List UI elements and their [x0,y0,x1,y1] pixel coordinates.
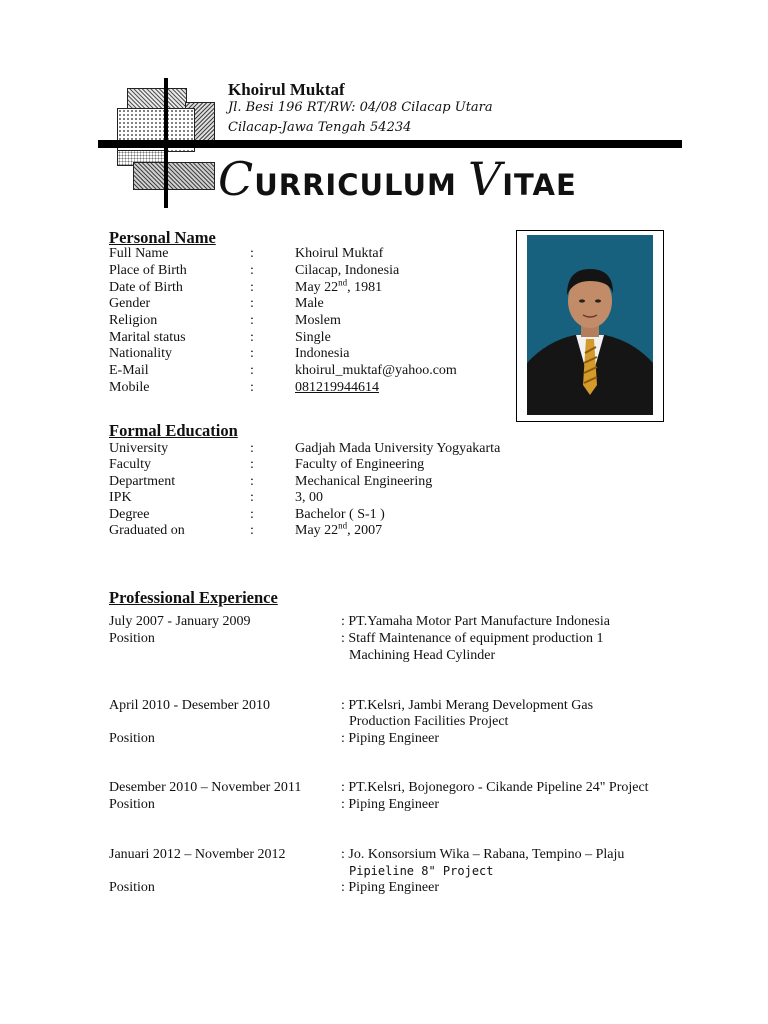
field-label: Religion [109,313,158,328]
field-value: Faculty of Engineering [295,457,425,472]
field-label: University [109,441,169,456]
field-label: Department [109,474,176,489]
colon: : [250,246,254,261]
field-value: Cilacap, Indonesia [295,263,400,278]
title-initial-c: C [218,152,255,206]
section-heading-education: Formal Education [109,421,238,440]
field-label: Mobile [109,380,150,395]
field-value: May 22nd, 2007 [295,520,383,538]
colon: : [250,380,254,395]
colon: : [250,523,254,538]
title-word-2: ITAE [502,168,577,202]
field-label: Full Name [109,246,169,261]
header-rule [98,140,682,148]
field-label: Marital status [109,330,186,345]
field-value: Single [295,330,331,345]
field-value: 3, 00 [295,490,323,505]
experience-period: April 2010 - Desember 2010 [109,698,270,713]
colon: : [250,313,254,328]
colon: : [250,296,254,311]
field-value: Khoirul Muktaf [295,246,384,261]
position-label: Position [109,880,155,895]
field-value: Mechanical Engineering [295,474,433,489]
portrait-illustration [527,235,653,415]
section-heading-experience: Professional Experience [109,588,278,607]
address-line-1: Jl. Besi 196 RT/RW: 04/08 Cilacap Utara [228,100,493,115]
colon: : [250,346,254,361]
experience-period: Januari 2012 – November 2012 [109,847,286,862]
experience-position: : Piping Engineer [341,797,439,812]
field-value: Bachelor ( S-1 ) [295,507,385,522]
colon: : [250,330,254,345]
field-label: Gender [109,296,151,311]
experience-company: : PT.Kelsri, Jambi Merang Development Gas [341,698,594,713]
colon: : [250,457,254,472]
field-value: Indonesia [295,346,350,361]
experience-period: Desember 2010 – November 2011 [109,780,302,795]
experience-company-cont: Production Facilities Project [349,714,509,729]
colon: : [250,363,254,378]
colon: : [250,441,254,456]
field-label: E-Mail [109,363,149,378]
title-word-1: URRICULUM [254,168,457,202]
position-label: Position [109,731,155,746]
address-line-2: Cilacap-Jawa Tengah 54234 [228,120,412,135]
document-title [218,152,577,206]
logo-square [133,162,215,190]
field-label: Degree [109,507,150,522]
colon: : [250,474,254,489]
experience-company-cont: Pipieline 8" Project [349,864,494,878]
position-label: Position [109,631,155,646]
colon: : [250,507,254,522]
field-value: Gadjah Mada University Yogyakarta [295,441,501,456]
profile-photo-frame [516,230,664,422]
experience-position: : Piping Engineer [341,731,439,746]
field-label: Graduated on [109,523,185,538]
field-label: IPK [109,490,132,505]
profile-photo [527,235,653,415]
field-value: May 22nd, 1981 [295,277,383,295]
section-heading-personal: Personal Name [109,228,216,247]
experience-company: : PT.Yamaha Motor Part Manufacture Indonesia [341,614,610,629]
experience-period: July 2007 - January 2009 [109,614,251,629]
field-value: Moslem [295,313,341,328]
mobile-link[interactable]: 081219944614 [295,380,379,395]
field-label: Date of Birth [109,280,183,295]
experience-position: : Piping Engineer [341,880,439,895]
field-value: Male [295,296,324,311]
email-value[interactable]: khoirul_muktaf@yahoo.com [295,363,457,378]
experience-position-cont: Machining Head Cylinder [349,648,496,663]
title-initial-v: V [468,152,503,206]
field-label: Nationality [109,346,172,361]
position-label: Position [109,797,155,812]
experience-position: : Staff Maintenance of equipment production 1 [341,631,604,646]
colon: : [250,490,254,505]
colon: : [250,280,254,295]
header-name: Khoirul Muktaf [228,80,345,99]
logo-square [127,88,187,110]
field-label: Place of Birth [109,263,187,278]
colon: : [250,263,254,278]
experience-company: : PT.Kelsri, Bojonegoro - Cikande Pipeline 24" Project [341,780,649,795]
experience-company: : Jo. Konsorsium Wika – Rabana, Tempino – Plaju [341,847,625,862]
field-label: Faculty [109,457,151,472]
